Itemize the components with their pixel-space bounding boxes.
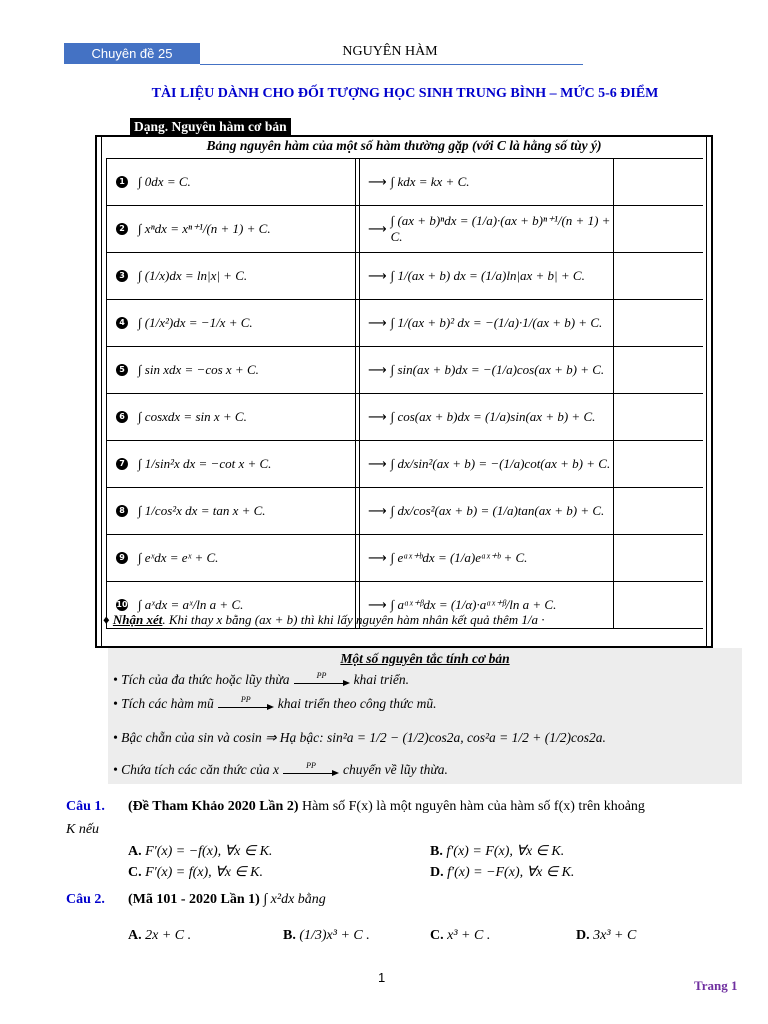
footer-page-label: Trang 1 (694, 978, 738, 993)
table-row (106, 487, 703, 535)
row-number-badge: 9 (116, 552, 128, 564)
formula-linear (359, 300, 614, 346)
question-1-answer-a[interactable]: A. F′(x) = −f(x), ∀x ∈ K. (128, 844, 273, 859)
arrow-icon: ⟶ (368, 174, 387, 190)
formula-linear (359, 394, 614, 440)
formula-text: ∫ aˣdx = aˣ/ln a + C. (138, 597, 244, 612)
table-rows (106, 158, 703, 628)
arrow-icon: ⟶ (368, 315, 387, 331)
arrow-icon: ⟶ (368, 503, 387, 519)
remark: ♦ Nhận xét. Khi thay x bằng (ax + b) thì khi lấy nguyên hàm nhân kết quả thêm 1/a · (103, 612, 545, 627)
rule-item: • Bậc chẵn của sin và cosin ⇒ Hạ bậc: sin²a = 1/2 − (1/2)cos2a, cos²a = 1/2 + (1/2)cos2a. (113, 730, 606, 745)
formula-basic (106, 441, 356, 487)
formula-linear (359, 441, 614, 487)
row-number-badge: 7 (116, 458, 128, 470)
formula-linear (359, 347, 614, 393)
arrow-icon: ⟶ (368, 550, 387, 566)
arrow-icon: ⟶ (368, 268, 387, 284)
row-number-badge: 6 (116, 411, 128, 423)
antiderivative-table (95, 135, 713, 648)
page-number: 1 (378, 970, 386, 985)
formula-text: ∫ eᵃˣ⁺ᵇdx = (1/a)eᵃˣ⁺ᵇ + C. (390, 550, 528, 565)
formula-text: ∫ sin xdx = −cos x + C. (138, 362, 259, 377)
remark-text: . Khi thay x bằng (ax + b) thì khi lấy nguyên hàm nhân kết quả thêm 1/a · (162, 612, 545, 627)
formula-text: ∫ kdx = kx + C. (390, 174, 470, 189)
formula-text: ∫ 1/(ax + b) dx = (1/a)ln|ax + b| + C. (390, 268, 585, 283)
question-1-text-cont: K nếu (66, 822, 100, 837)
document-title: TÀI LIỆU DÀNH CHO ĐỐI TƯỢNG HỌC SINH TRUNG BÌNH – MỨC 5-6 ĐIỂM (151, 86, 659, 101)
rule-item: • Tích các hàm mũ PP khai triển theo công thức mũ. (113, 694, 437, 711)
question-1-text: (Đề Tham Khảo 2020 Lần 2) Hàm số F(x) là một nguyên hàm của hàm số f(x) trên khoảng (128, 799, 645, 814)
formula-linear (359, 535, 614, 581)
question-1-label: Câu 1. (66, 799, 105, 814)
rule-item: • Tích của đa thức hoặc lũy thừa PP khai triển. (113, 670, 410, 687)
formula-text: ∫ 0dx = C. (138, 174, 191, 189)
pp-arrow: PP (294, 675, 350, 687)
arrow-icon: ⟶ (368, 456, 387, 472)
question-2-answer-d[interactable]: D. 3x³ + C (576, 928, 637, 943)
question-2-answer-a[interactable]: A. 2x + C . (128, 928, 192, 943)
arrow-icon: ⟶ (368, 221, 387, 237)
table-row (106, 440, 703, 488)
formula-text: ∫ 1/sin²x dx = −cot x + C. (138, 456, 272, 471)
formula-text: ∫ sin(ax + b)dx = −(1/a)cos(ax + b) + C. (390, 362, 605, 377)
table-caption: Bảng nguyên hàm của một số hàm thường gặp (với C là hằng số tùy ý) (206, 138, 602, 153)
row-number-badge: 2 (116, 223, 128, 235)
table-row (106, 346, 703, 394)
row-number-badge: 10 (116, 600, 128, 609)
chapter-title: NGUYÊN HÀM (342, 44, 438, 59)
arrow-icon: ⟶ (368, 362, 387, 378)
row-number-badge: 4 (116, 317, 128, 329)
formula-linear (359, 159, 614, 205)
chapter-badge: Chuyên đề 25 (64, 43, 200, 64)
formula-text: ∫ 1/cos²x dx = tan x + C. (138, 503, 266, 518)
table-row (106, 158, 703, 206)
formula-basic (106, 206, 356, 252)
rules-title: Một số nguyên tắc tính cơ bản (340, 651, 510, 666)
formula-text: ∫ dx/sin²(ax + b) = −(1/a)cot(ax + b) + C. (390, 456, 611, 471)
arrow-icon: ⟶ (368, 597, 387, 613)
rules-box (108, 648, 742, 784)
formula-text: ∫ (1/x)dx = ln|x| + C. (138, 268, 248, 283)
question-2-answer-c[interactable]: C. x³ + C . (430, 928, 491, 943)
formula-text: ∫ aᵅˣ⁺ᵝdx = (1/α)·aᵅˣ⁺ᵝ/ln a + C. (390, 597, 557, 612)
table-border-inner-right (706, 137, 707, 646)
row-number-badge: 8 (116, 505, 128, 517)
question-2-answer-b[interactable]: B. (1/3)x³ + C . (283, 928, 370, 943)
formula-text: ∫ cos(ax + b)dx = (1/a)sin(ax + b) + C. (390, 409, 596, 424)
arrow-icon: ⟶ (368, 409, 387, 425)
formula-basic (106, 488, 356, 534)
formula-text: ∫ 1/(ax + b)² dx = −(1/a)·1/(ax + b) + C. (390, 315, 603, 330)
row-number-badge: 3 (116, 270, 128, 282)
table-row (106, 534, 703, 582)
table-border-inner-left (101, 137, 102, 646)
question-1-answer-c[interactable]: C. F′(x) = f(x), ∀x ∈ K. (128, 865, 263, 880)
row-number-badge: 5 (116, 364, 128, 376)
rule-item: • Chứa tích các căn thức của x PP chuyển về lũy thừa. (113, 760, 448, 777)
pp-arrow: PP (283, 765, 339, 777)
row-number-badge: 1 (116, 176, 128, 188)
pp-arrow: PP (218, 699, 274, 711)
table-row (106, 205, 703, 253)
table-row (106, 299, 703, 347)
formula-linear (359, 253, 614, 299)
question-2-label: Câu 2. (66, 892, 105, 907)
formula-basic (106, 394, 356, 440)
formula-text: ∫ (ax + b)ⁿdx = (1/a)·(ax + b)ⁿ⁺¹/(n + 1) + C. (390, 213, 611, 244)
question-1-answer-d[interactable]: D. f′(x) = −F(x), ∀x ∈ K. (430, 865, 575, 880)
table-row (106, 393, 703, 441)
formula-linear (359, 206, 614, 252)
formula-linear (359, 488, 614, 534)
formula-basic (106, 159, 356, 205)
formula-basic (106, 253, 356, 299)
formula-text: ∫ xⁿdx = xⁿ⁺¹/(n + 1) + C. (138, 221, 271, 236)
formula-text: ∫ (1/x²)dx = −1/x + C. (138, 315, 253, 330)
table-row (106, 252, 703, 300)
header-divider (200, 64, 583, 65)
formula-basic (106, 535, 356, 581)
formula-text: ∫ dx/cos²(ax + b) = (1/a)tan(ax + b) + C. (390, 503, 605, 518)
question-2-text: (Mã 101 - 2020 Lần 1) ∫ x²dx bằng (128, 892, 326, 907)
remark-label: Nhận xét (112, 612, 163, 627)
question-1-answer-b[interactable]: B. f′(x) = F(x), ∀x ∈ K. (430, 844, 565, 859)
formula-basic (106, 300, 356, 346)
formula-basic (106, 347, 356, 393)
topic-heading: Dạng. Nguyên hàm cơ bản (130, 118, 291, 136)
formula-text: ∫ cosxdx = sin x + C. (138, 409, 247, 424)
formula-text: ∫ eˣdx = eˣ + C. (138, 550, 219, 565)
